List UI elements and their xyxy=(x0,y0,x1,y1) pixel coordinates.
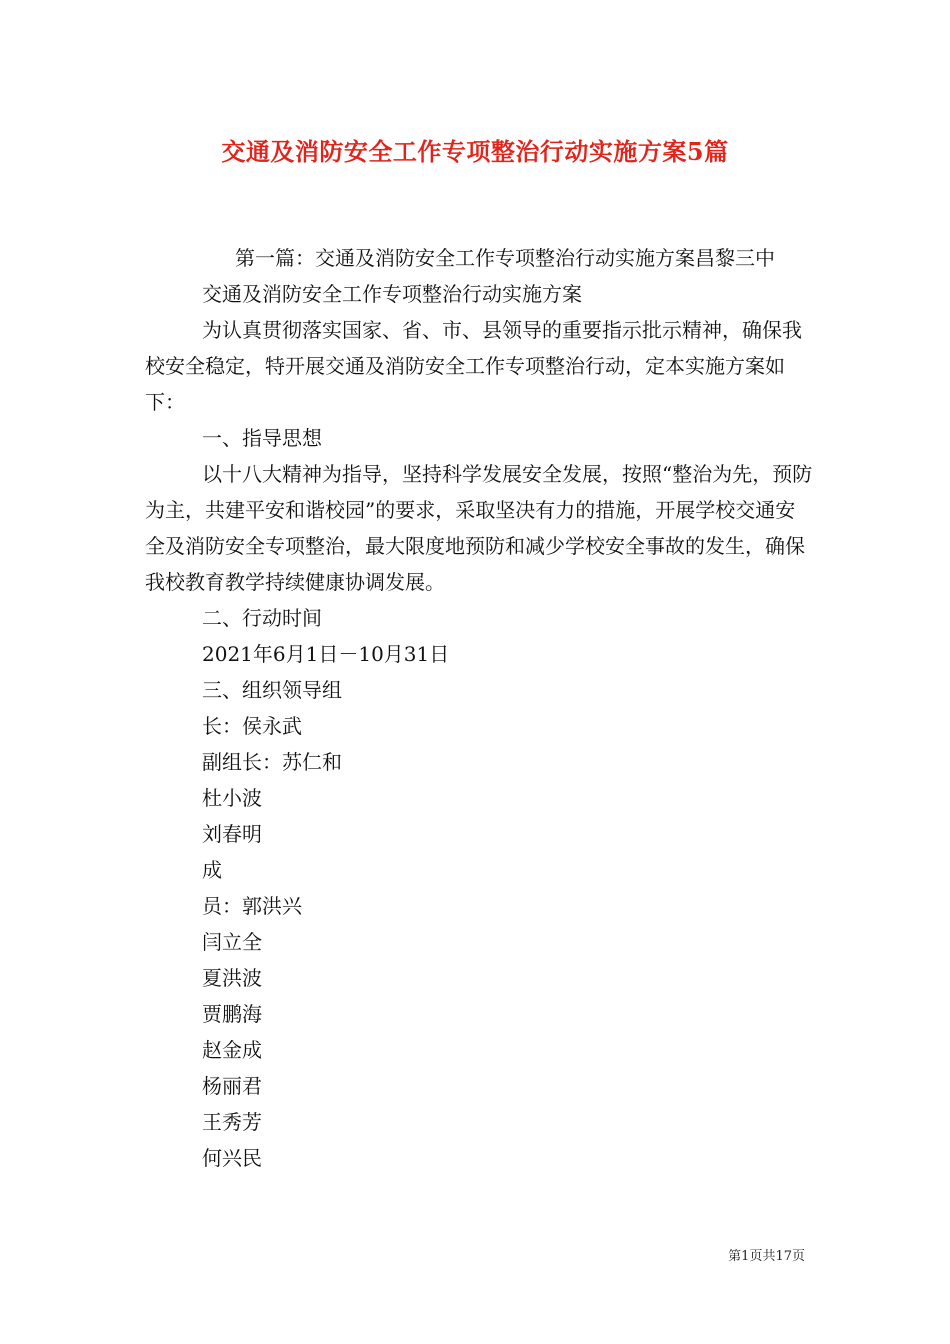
page-number: 第1页共17页 xyxy=(728,1249,805,1264)
guiding-thought-paragraph: 以十八大精神为指导，坚持科学发展安全发展，按照“整治为先，预防为主，共建平安和谐校园”的要求，采取坚决有力的措施，开展学校交通安全及消防安全专项整治，最大限度地预防和减少学校安全事故的发生，确保我校教育教学持续健康协调发展。 xyxy=(145,462,813,594)
heading-leadership-group: 三、组织领导组 xyxy=(202,678,342,702)
member-line: 刘春明 xyxy=(202,822,262,846)
member-line: 成 xyxy=(202,858,222,882)
plan-subtitle: 交通及消防安全工作专项整治行动实施方案 xyxy=(202,282,582,306)
member-line: 贾鹏海 xyxy=(202,1002,262,1026)
document-title: 交通及消防安全工作专项整治行动实施方案5篇 xyxy=(221,137,729,166)
member-line: 员：郭洪兴 xyxy=(202,894,302,918)
heading-action-time: 二、行动时间 xyxy=(202,606,322,630)
action-time-value: 2021年6月1日－10月31日 xyxy=(202,642,450,666)
member-line: 闫立全 xyxy=(202,930,262,954)
document-body xyxy=(145,240,815,1176)
section-heading: 第一篇：交通及消防安全工作专项整治行动实施方案昌黎三中 xyxy=(235,246,775,270)
member-line: 副组长：苏仁和 xyxy=(202,750,342,774)
member-line: 赵金成 xyxy=(202,1038,262,1062)
heading-guiding-thought: 一、指导思想 xyxy=(202,426,322,450)
member-line: 夏洪波 xyxy=(202,966,262,990)
member-line: 杜小波 xyxy=(202,786,262,810)
member-line: 长：侯永武 xyxy=(202,714,302,738)
member-line: 何兴民 xyxy=(202,1146,262,1170)
intro-paragraph: 为认真贯彻落实国家、省、市、县领导的重要指示批示精神，确保我校安全稳定，特开展交通及消防安全工作专项整治行动，定本实施方案如下： xyxy=(145,318,802,414)
member-line: 王秀芳 xyxy=(202,1110,262,1134)
member-line: 杨丽君 xyxy=(202,1074,262,1098)
